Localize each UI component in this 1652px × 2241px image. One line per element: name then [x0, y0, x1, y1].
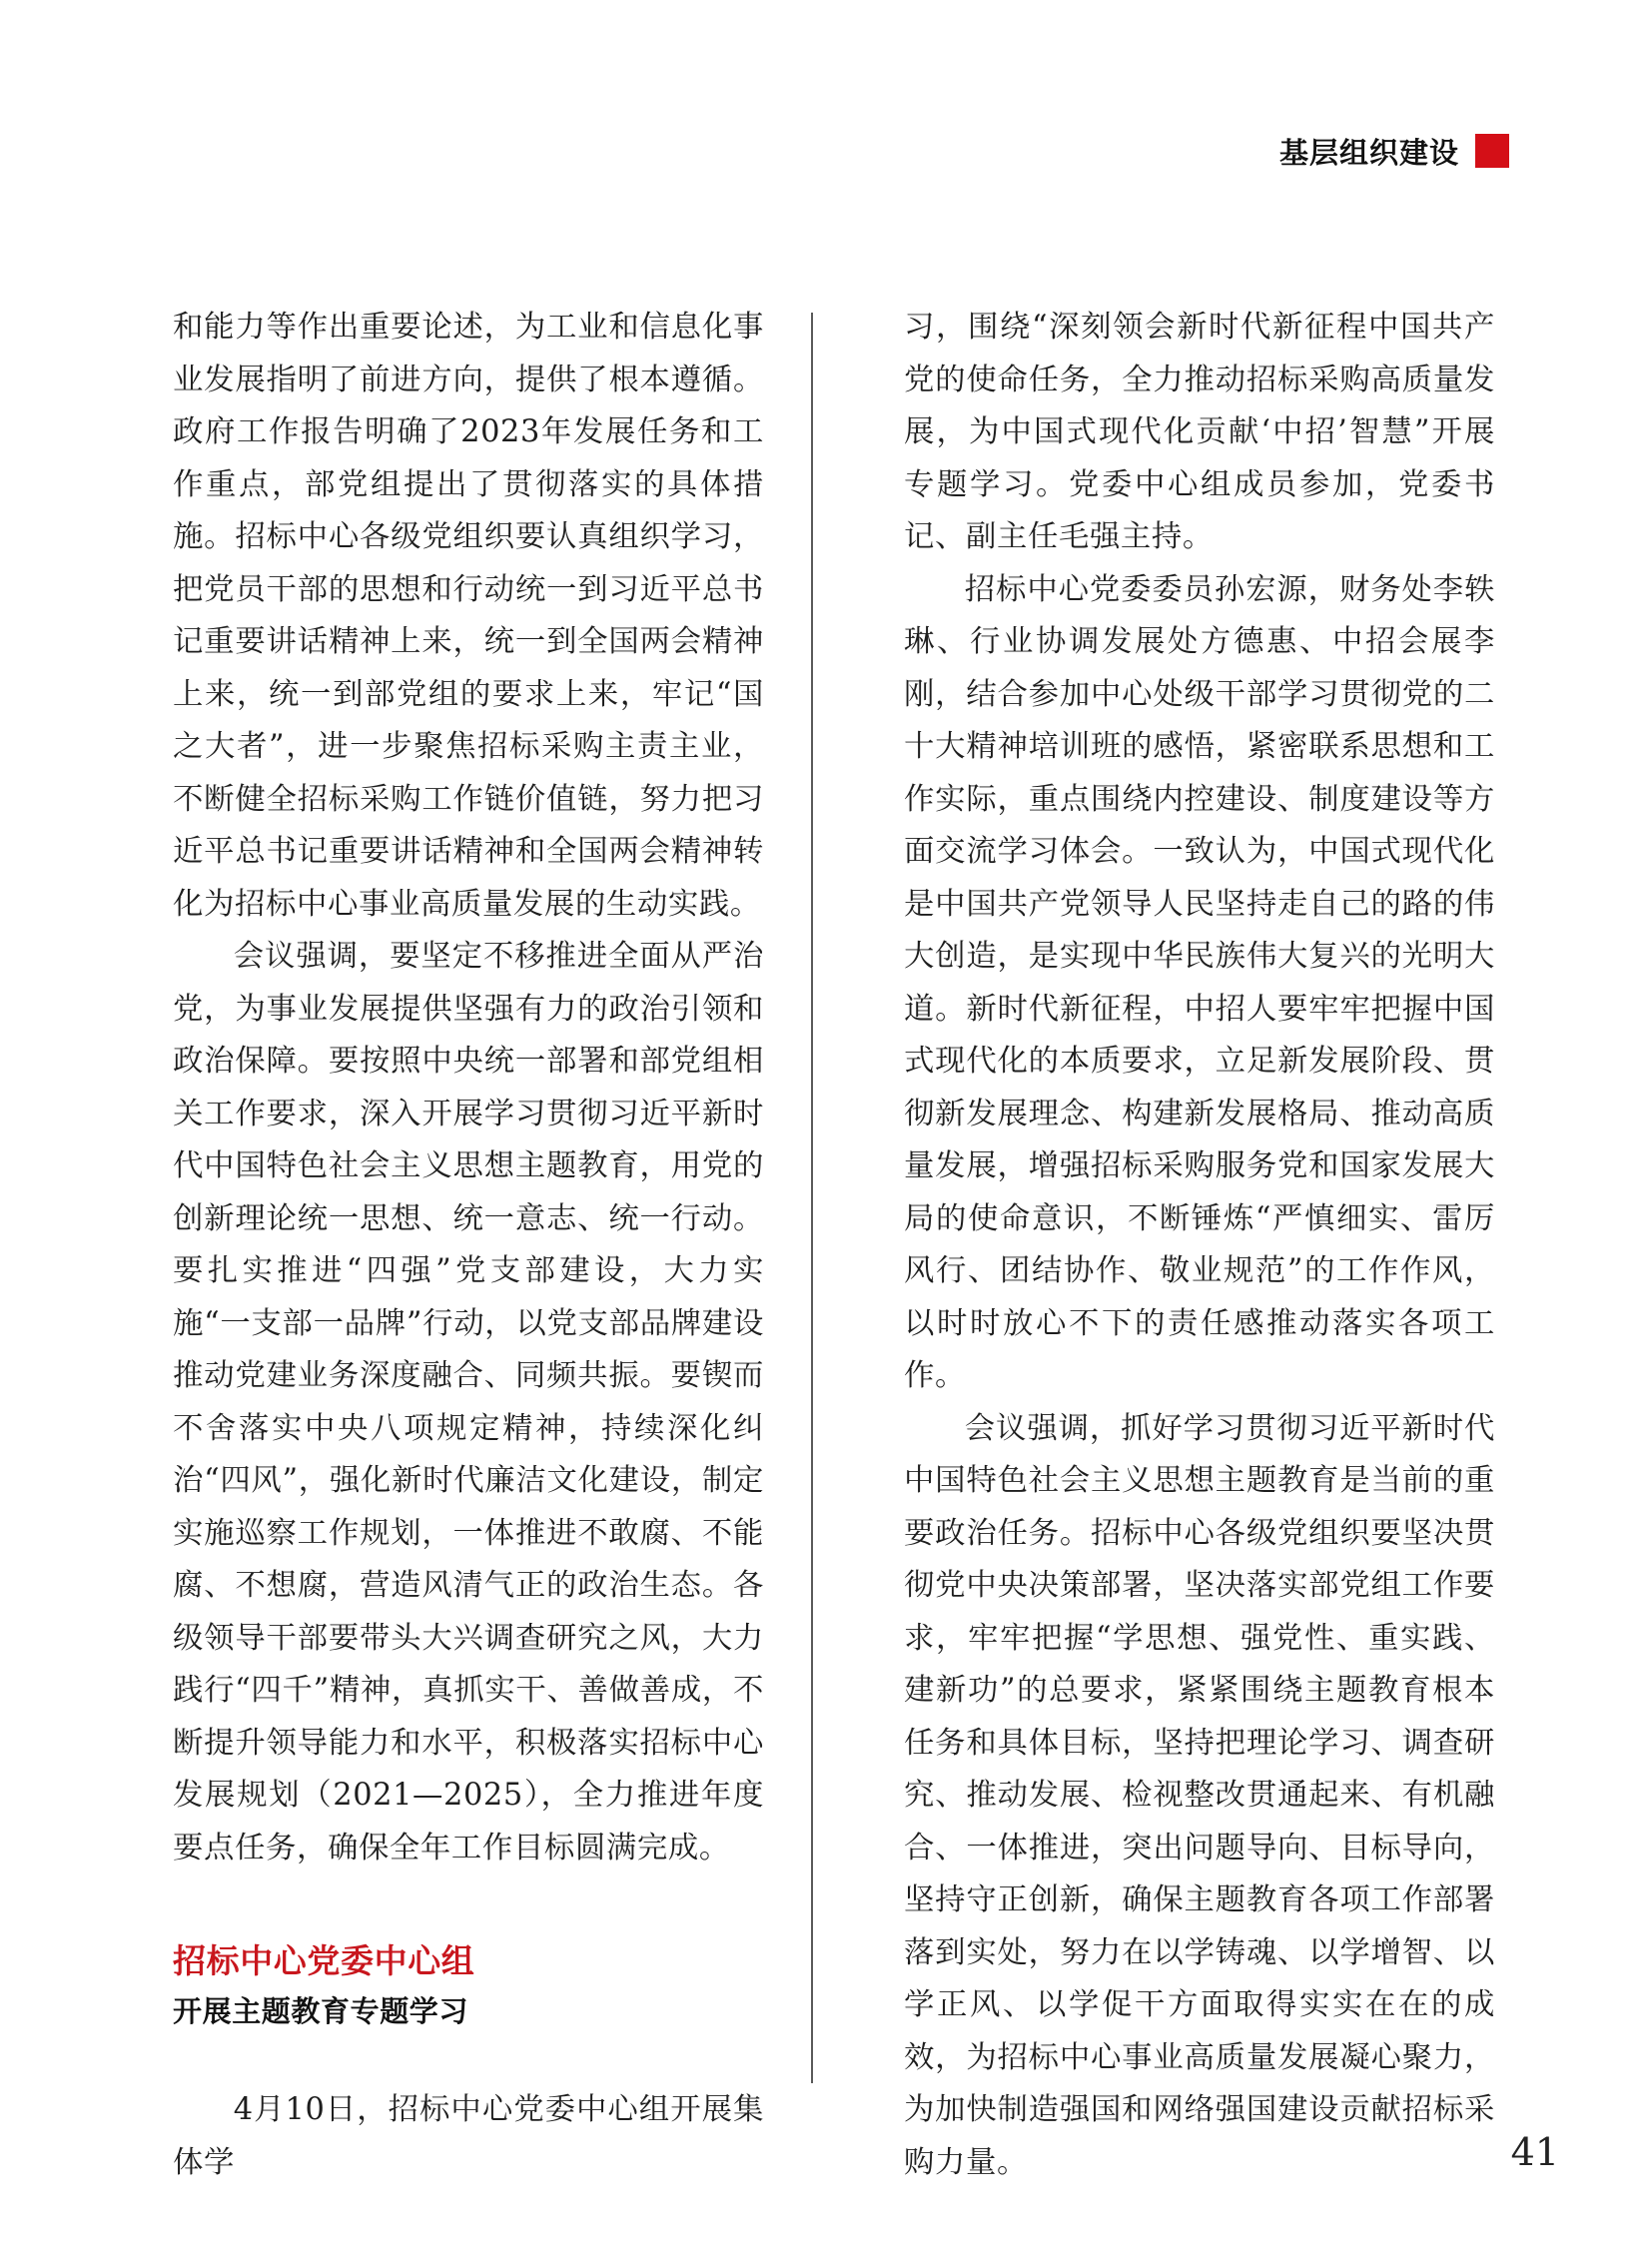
article-subheading — [173, 1936, 764, 2036]
body-paragraph: 和能力等作出重要论述，为工业和信息化事业发展指明了前进方向，提供了根本遵循。政府工作报告明确了2023年发展任务和工作重点，部党组提出了贯彻落实的具体措施。招标中心各级党组织要认真组织学习，把党员干部的思想和行动统一到习近平总书记重要讲话精神上来，统一到全国两会精神上来，统一到部党组的要求上来，牢记“国之大者”，进一步聚焦招标采购主责主业，不断健全招标采购工作链价值链，努力把习近平总书记重要讲话精神和全国两会精神转化为招标中心事业高质量发展的生动实践。 — [173, 310, 764, 922]
section-label: 基层组织建设 — [1278, 135, 1459, 170]
subheading-subtitle: 开展主题教育专题学习 — [173, 1994, 469, 2028]
right-column — [904, 302, 1495, 2189]
body-paragraph: 会议强调，要坚定不移推进全面从严治党，为事业发展提供坚强有力的政治引领和政治保障。要按照中央统一部署和部党组相关工作要求，深入开展学习贯彻习近平新时代中国特色社会主义思想主题教育，用党的创新理论统一思想、统一意志、统一行动。要扎实推进“四强”党支部建设，大力实施“一支部一品牌”行动，以党支部品牌建设推动党建业务深度融合、同频共振。要锲而不舍落实中央八项规定精神，持续深化纠治“四风”，强化新时代廉洁文化建设，制定实施巡察工作规划，一体推进不敢腐、不能腐、不想腐，营造风清气正的政治生态。各级领导干部要带头大兴调查研究之风，大力践行“四千”精神，真抓实干、善做善成，不断提升领导能力和水平，积极落实招标中心发展规划（2021—2025），全力推进年度要点任务，确保全年工作目标圆满完成。 — [173, 939, 764, 1866]
body-paragraph-continuation: 习，围绕“深刻领会新时代新征程中国共产党的使命任务，全力推动招标采购高质量发展，为中国式现代化贡献‘中招’智慧”开展专题学习。党委中心组成员参加，党委书记、副主任毛强主持。 — [904, 310, 1495, 554]
body-paragraph: 会议强调，抓好学习贯彻习近平新时代中国特色社会主义思想主题教育是当前的重要政治任务。招标中心各级党组织要坚决贯彻党中央决策部署，坚决落实部党组工作要求，牢牢把握“学思想、强党性、重实践、建新功”的总要求，紧紧围绕主题教育根本任务和具体目标，坚持把理论学习、调查研究、推动发展、检视整改贯通起来、有机融合、一体推进，突出问题导向、目标导向，坚持守正创新，确保主题教育各项工作部署落到实处，努力在以学铸魂、以学增智、以学正风、以学促干方面取得实实在在的成效，为招标中心事业高质量发展凝心聚力，为加快制造强国和网络强国建设贡献招标采购力量。 — [904, 1410, 1495, 2180]
left-column — [173, 302, 764, 2189]
column-divider — [811, 313, 813, 2083]
body-paragraph: 招标中心党委委员孙宏源，财务处李轶琳、行业协调发展处方德惠、中招会展李刚，结合参加中心处级干部学习贯彻党的二十大精神培训班的感悟，紧密联系思想和工作实际，重点围绕内控建设、制度建设等方面交流学习体会。一致认为，中国式现代化是中国共产党领导人民坚持走自己的路的伟大创造，是实现中华民族伟大复兴的光明大道。新时代新征程，中招人要牢牢把握中国式现代化的本质要求，立足新发展阶段、贯彻新发展理念、构建新发展格局、推动高质量发展，增强招标采购服务党和国家发展大局的使命意识，不断锤炼“严慎细实、雷厉风行、团结协作、敬业规范”的工作作风，以时时放心不下的责任感推动落实各项工作。 — [904, 571, 1495, 1393]
section-marker-block — [1475, 134, 1509, 168]
body-paragraph: 4月10日，招标中心党委中心组开展集体学 — [173, 2092, 764, 2180]
subheading-title: 招标中心党委中心组 — [173, 1941, 475, 1980]
page-header — [1279, 131, 1509, 171]
page-number: 41 — [1510, 2130, 1559, 2174]
